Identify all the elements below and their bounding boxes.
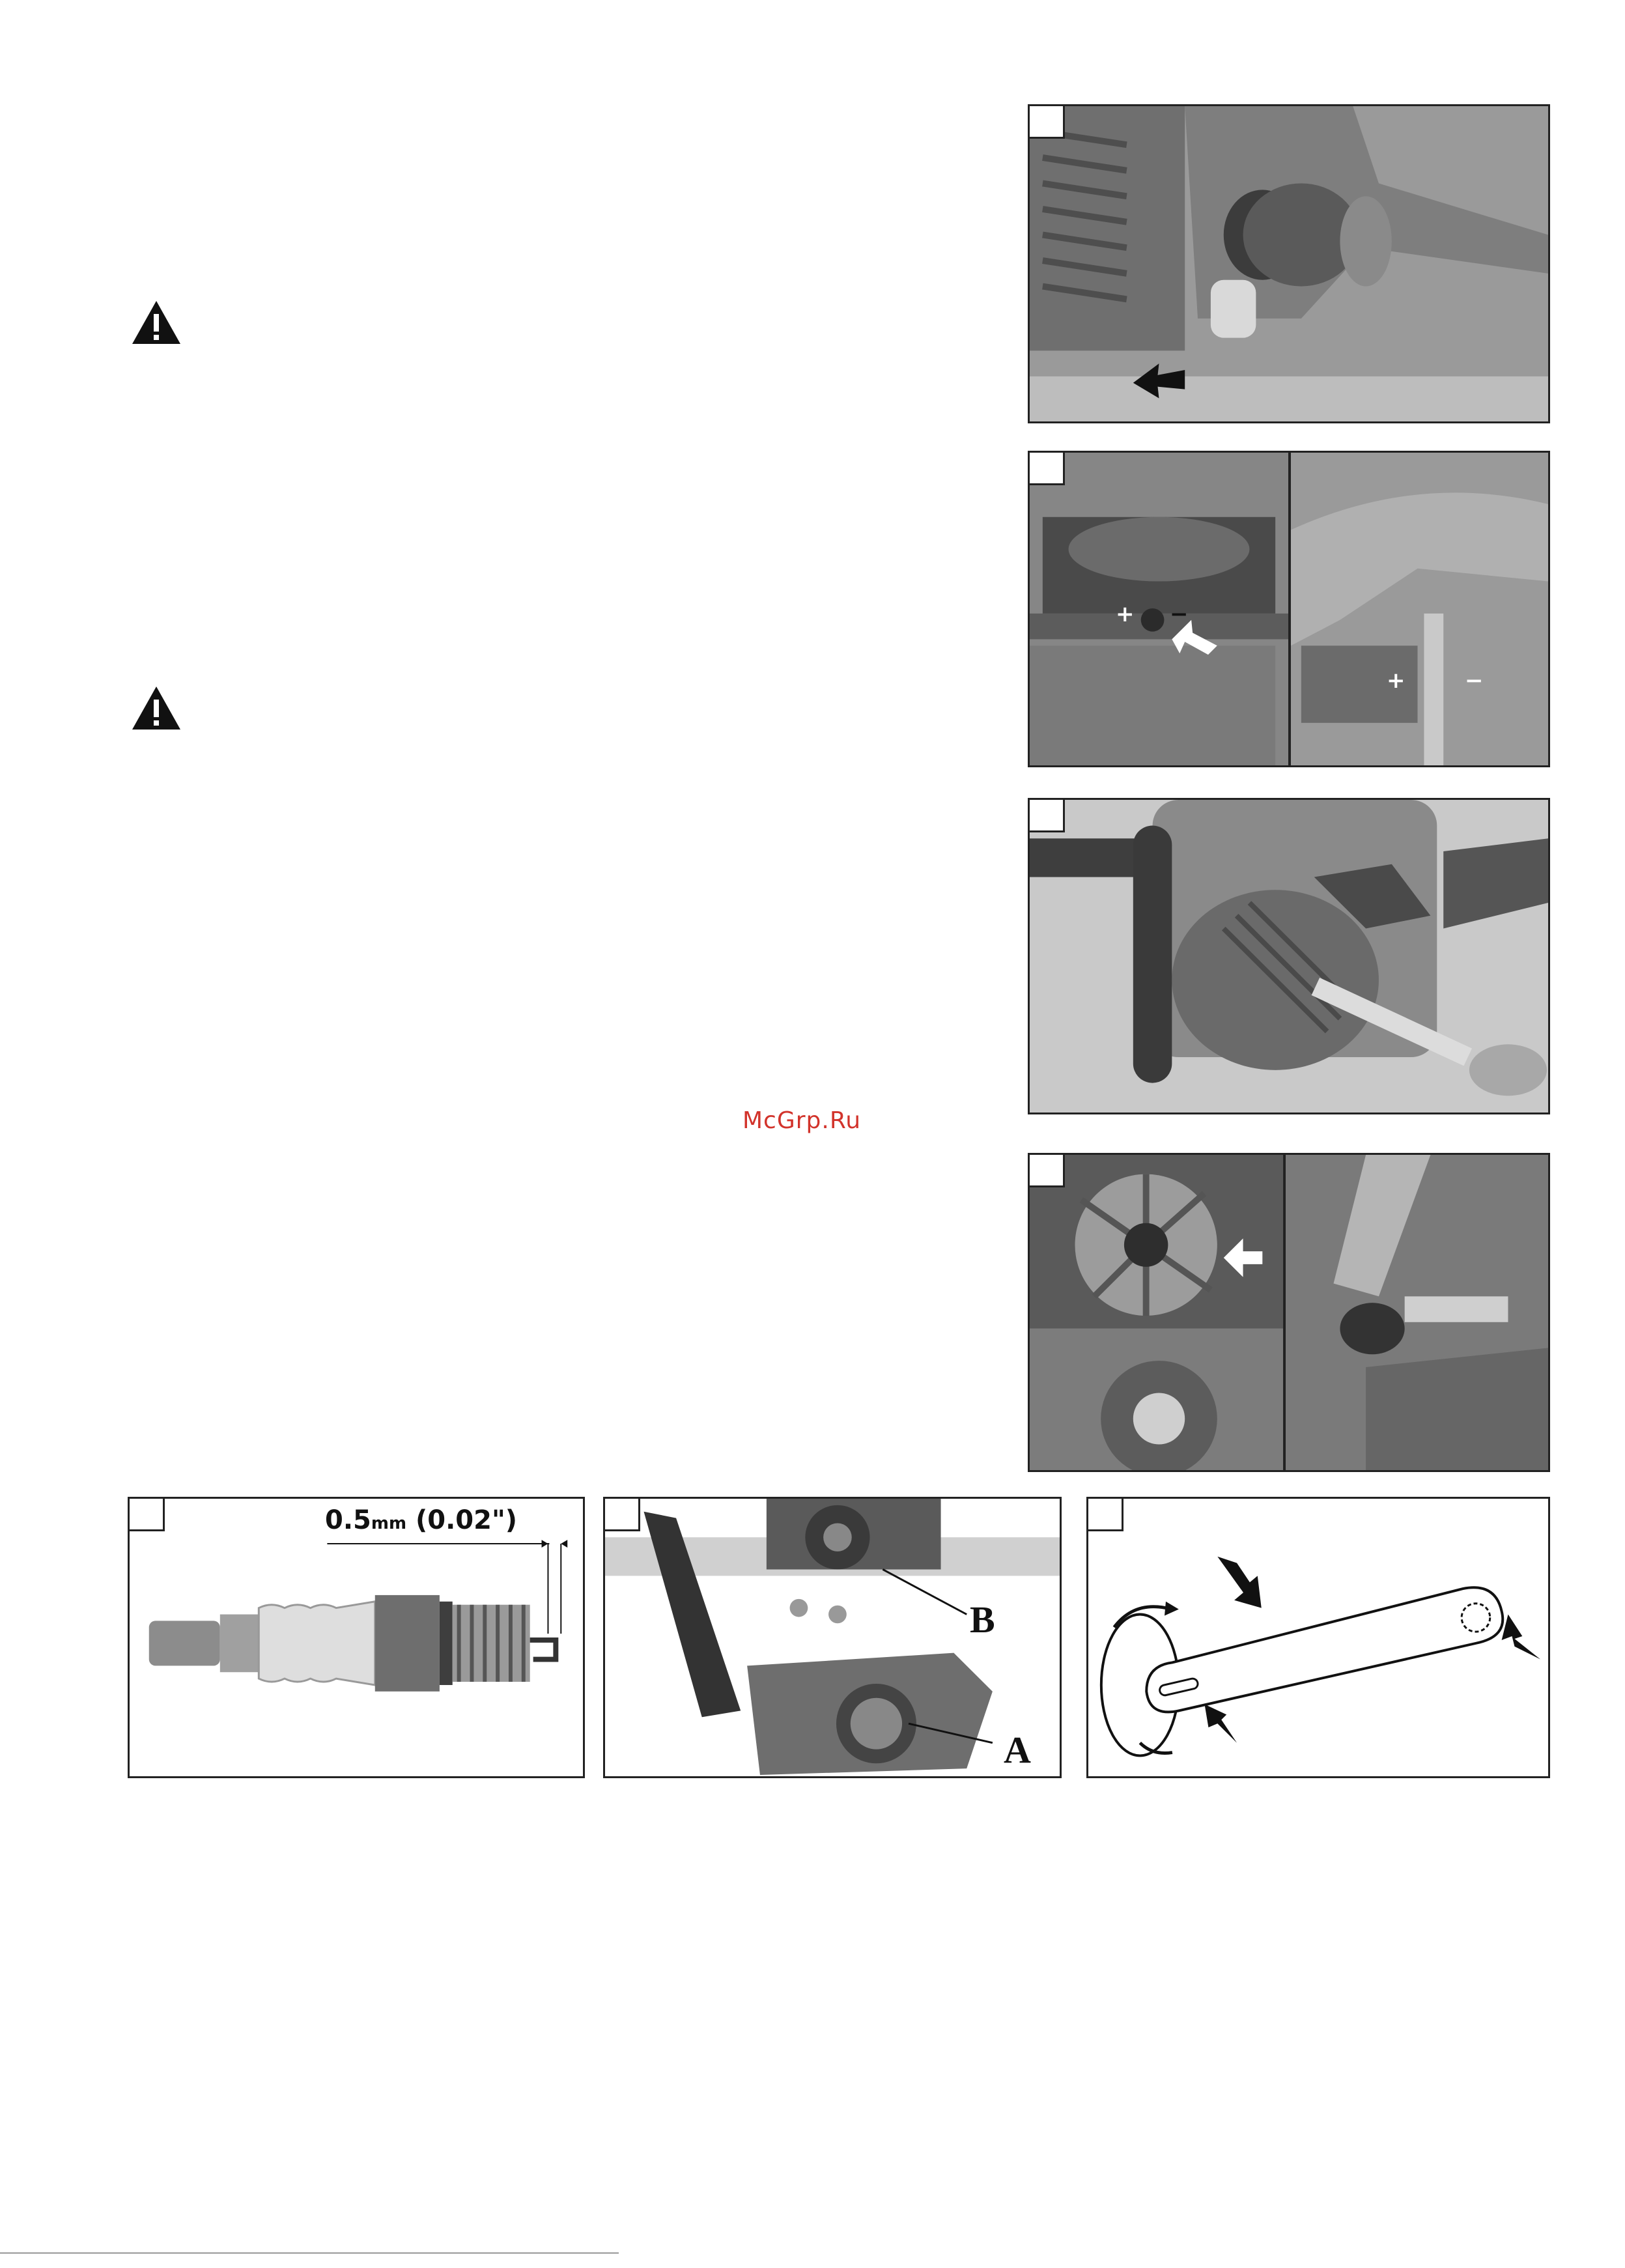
photo-sprocket-cover (603, 1497, 1062, 1778)
adjust-plus-left: + (1116, 601, 1135, 627)
figure-number-tag (1088, 1499, 1123, 1531)
photo-fuel-filter (1028, 104, 1550, 423)
warning-triangle-icon (130, 298, 182, 347)
gap-unit: mm (371, 1514, 407, 1533)
adjust-minus-left: − (1170, 601, 1189, 627)
adjust-plus-right: + (1387, 668, 1406, 694)
adjust-minus-right: − (1465, 668, 1484, 694)
gap-value: 0.5 (325, 1505, 371, 1535)
label-b: B (970, 1598, 995, 1641)
figure-number-tag (130, 1499, 165, 1531)
photo-starter-cleaning (1028, 798, 1550, 1114)
figure-number-tag (1030, 106, 1065, 139)
figure-number-tag (1030, 453, 1065, 485)
photo-chain-tension (1028, 451, 1550, 767)
photo-spark-plug-gap (128, 1497, 585, 1778)
photo-cylinder-cleaning (1028, 1153, 1550, 1472)
spark-plug-gap-label (325, 1505, 517, 1535)
figure-number-tag (605, 1499, 640, 1531)
gap-inch: (0.02") (415, 1505, 518, 1535)
figure-number-tag (1030, 800, 1065, 832)
diagram-guide-bar (1086, 1497, 1550, 1778)
page-footer-divider (0, 2252, 619, 2254)
warning-triangle-icon (130, 684, 182, 732)
figure-number-tag (1030, 1155, 1065, 1187)
label-a: A (1004, 1729, 1031, 1771)
watermark-text: McGrp.Ru (742, 1107, 862, 1134)
